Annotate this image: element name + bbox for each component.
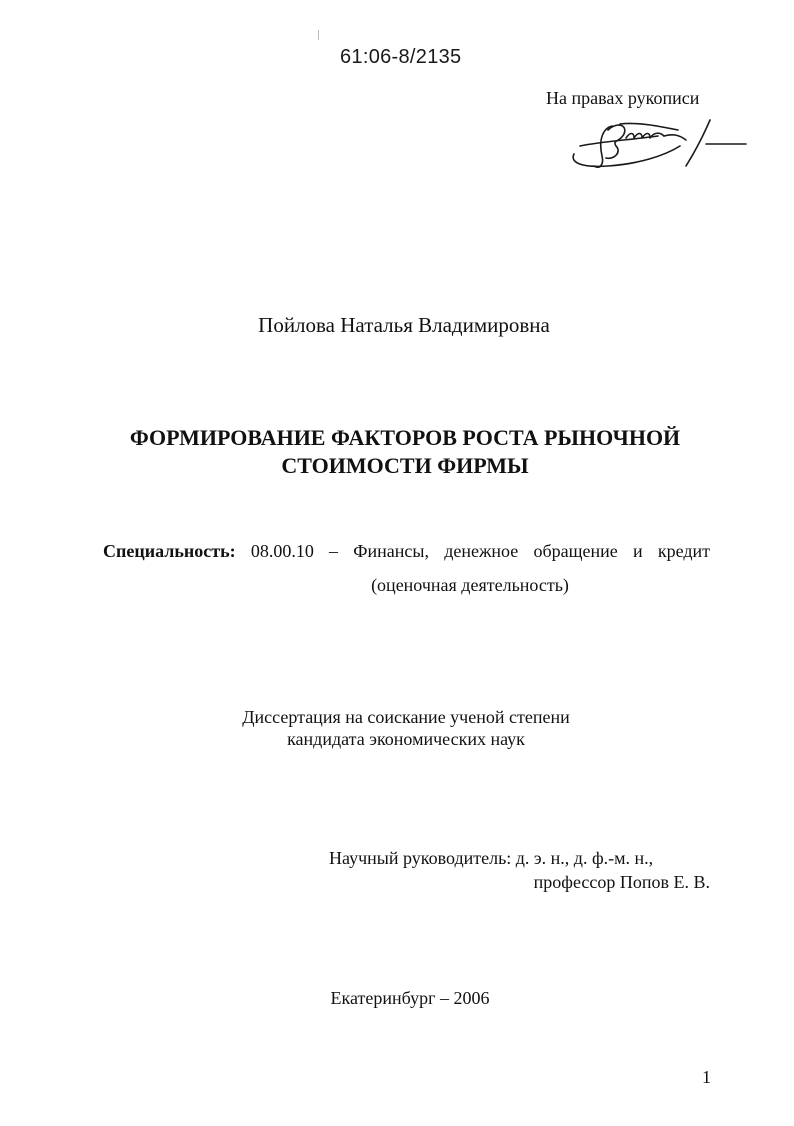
supervisor-line-2: профессор Попов Е. В. <box>533 872 710 892</box>
specialty-subtitle: (оценочная деятельность) <box>371 575 569 595</box>
specialty-code: 08.00.10 – Финансы, денежное обращение и кредит <box>250 541 710 561</box>
title-line-2: СТОИМОСТИ ФИРМЫ <box>281 453 529 478</box>
manuscript-rights-note: На правах рукописи <box>546 88 700 108</box>
dissertation-title <box>0 424 794 480</box>
archive-code: 61:06-8/2135 <box>340 46 462 68</box>
specialty-line <box>103 541 710 562</box>
specialty-label: Специальность: <box>103 541 236 561</box>
title-line-1: ФОРМИРОВАНИЕ ФАКТОРОВ РОСТА РЫНОЧНОЙ <box>129 425 681 450</box>
degree-line-1: Диссертация на соискание ученой степени <box>242 707 570 727</box>
handwritten-signature <box>568 116 753 174</box>
page-number: 1 <box>702 1067 711 1087</box>
scientific-supervisor <box>329 846 710 894</box>
author-name: Пойлова Наталья Владимировна <box>258 313 550 337</box>
supervisor-line-1: Научный руководитель: д. э. н., д. ф.-м. н., <box>329 848 654 868</box>
scan-edge-mark <box>318 30 319 40</box>
city-year: Екатеринбург – 2006 <box>330 988 490 1008</box>
degree-line-2: кандидата экономических наук <box>287 729 525 749</box>
degree-statement <box>0 706 794 750</box>
